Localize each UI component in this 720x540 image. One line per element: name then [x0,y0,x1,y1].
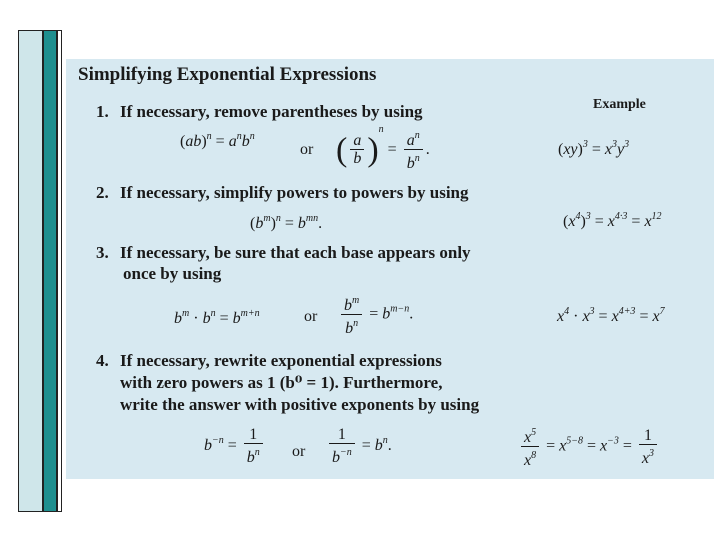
decorative-bar-white [57,30,62,512]
step-2-line-1: If necessary, simplify powers to powers by using [120,183,469,202]
step-4-rule-b: $\frac{1}{b^{-n}}$ = $b^n$. [326,426,392,467]
decorative-bar-teal [43,30,57,512]
step-1-rule-a: $(ab)^n = a^nb^n$ [180,131,255,150]
step-4-line-2: with zero powers as 1 (b⁰ = 1). Furthermore, [120,373,443,392]
step-2-rule: $(b^m)^n = b^{mn}$. [250,213,323,232]
step-4-example: $\frac{x^5}{x^8}$ = $x^{5-8} = x^{-3}$ = $\frac{1}{x^3}$ [518,424,660,470]
step-2-number: 2. [96,183,109,202]
step-3-number: 3. [96,243,109,262]
step-3-or: or [304,308,318,325]
step-1-text [96,102,423,122]
step-1-rule-b: ( $\frac{a}{b}$ )$^n$ = $\frac{a^n}{b^n}$ . [336,124,430,173]
step-3-line-1: If necessary, be sure that each base appears only [120,243,471,262]
step-1-example: $(xy)^3 = x^3y^3$ [558,139,630,158]
step-4-number: 4. [96,351,109,370]
step-2-example: $(x^4)^3 = x^{4\cdot 3} = x^{12}$ [563,211,662,230]
step-4-text [96,351,442,371]
step-3-example: $x^4 \cdot x^3 = x^{4+3} = x^7$ [557,306,665,325]
step-1-number: 1. [96,102,109,121]
step-3-rule-a: $b^m \cdot b^n = b^{m+n}$ [174,308,260,327]
step-3-rule-b: $\frac{b^m}{b^n}$ = $b^{m-n}$. [338,292,413,338]
step-3-line-2: once by using [123,264,222,283]
step-4-or: or [292,443,306,460]
step-3-text [96,243,471,263]
step-1-or: or [300,141,314,158]
decorative-bar-light [18,30,43,512]
step-1-line-1: If necessary, remove parentheses by using [120,102,423,121]
step-4-rule-a: $b^{-n}$ = $\frac{1}{b^n}$ [204,426,266,467]
step-4-line-3: write the answer with positive exponents by using [120,395,480,414]
example-heading: Example [593,97,646,112]
page-title: Simplifying Exponential Expressions [78,64,377,85]
step-2-text [96,183,469,203]
step-4-line-1: If necessary, rewrite exponential expressions [120,351,442,370]
